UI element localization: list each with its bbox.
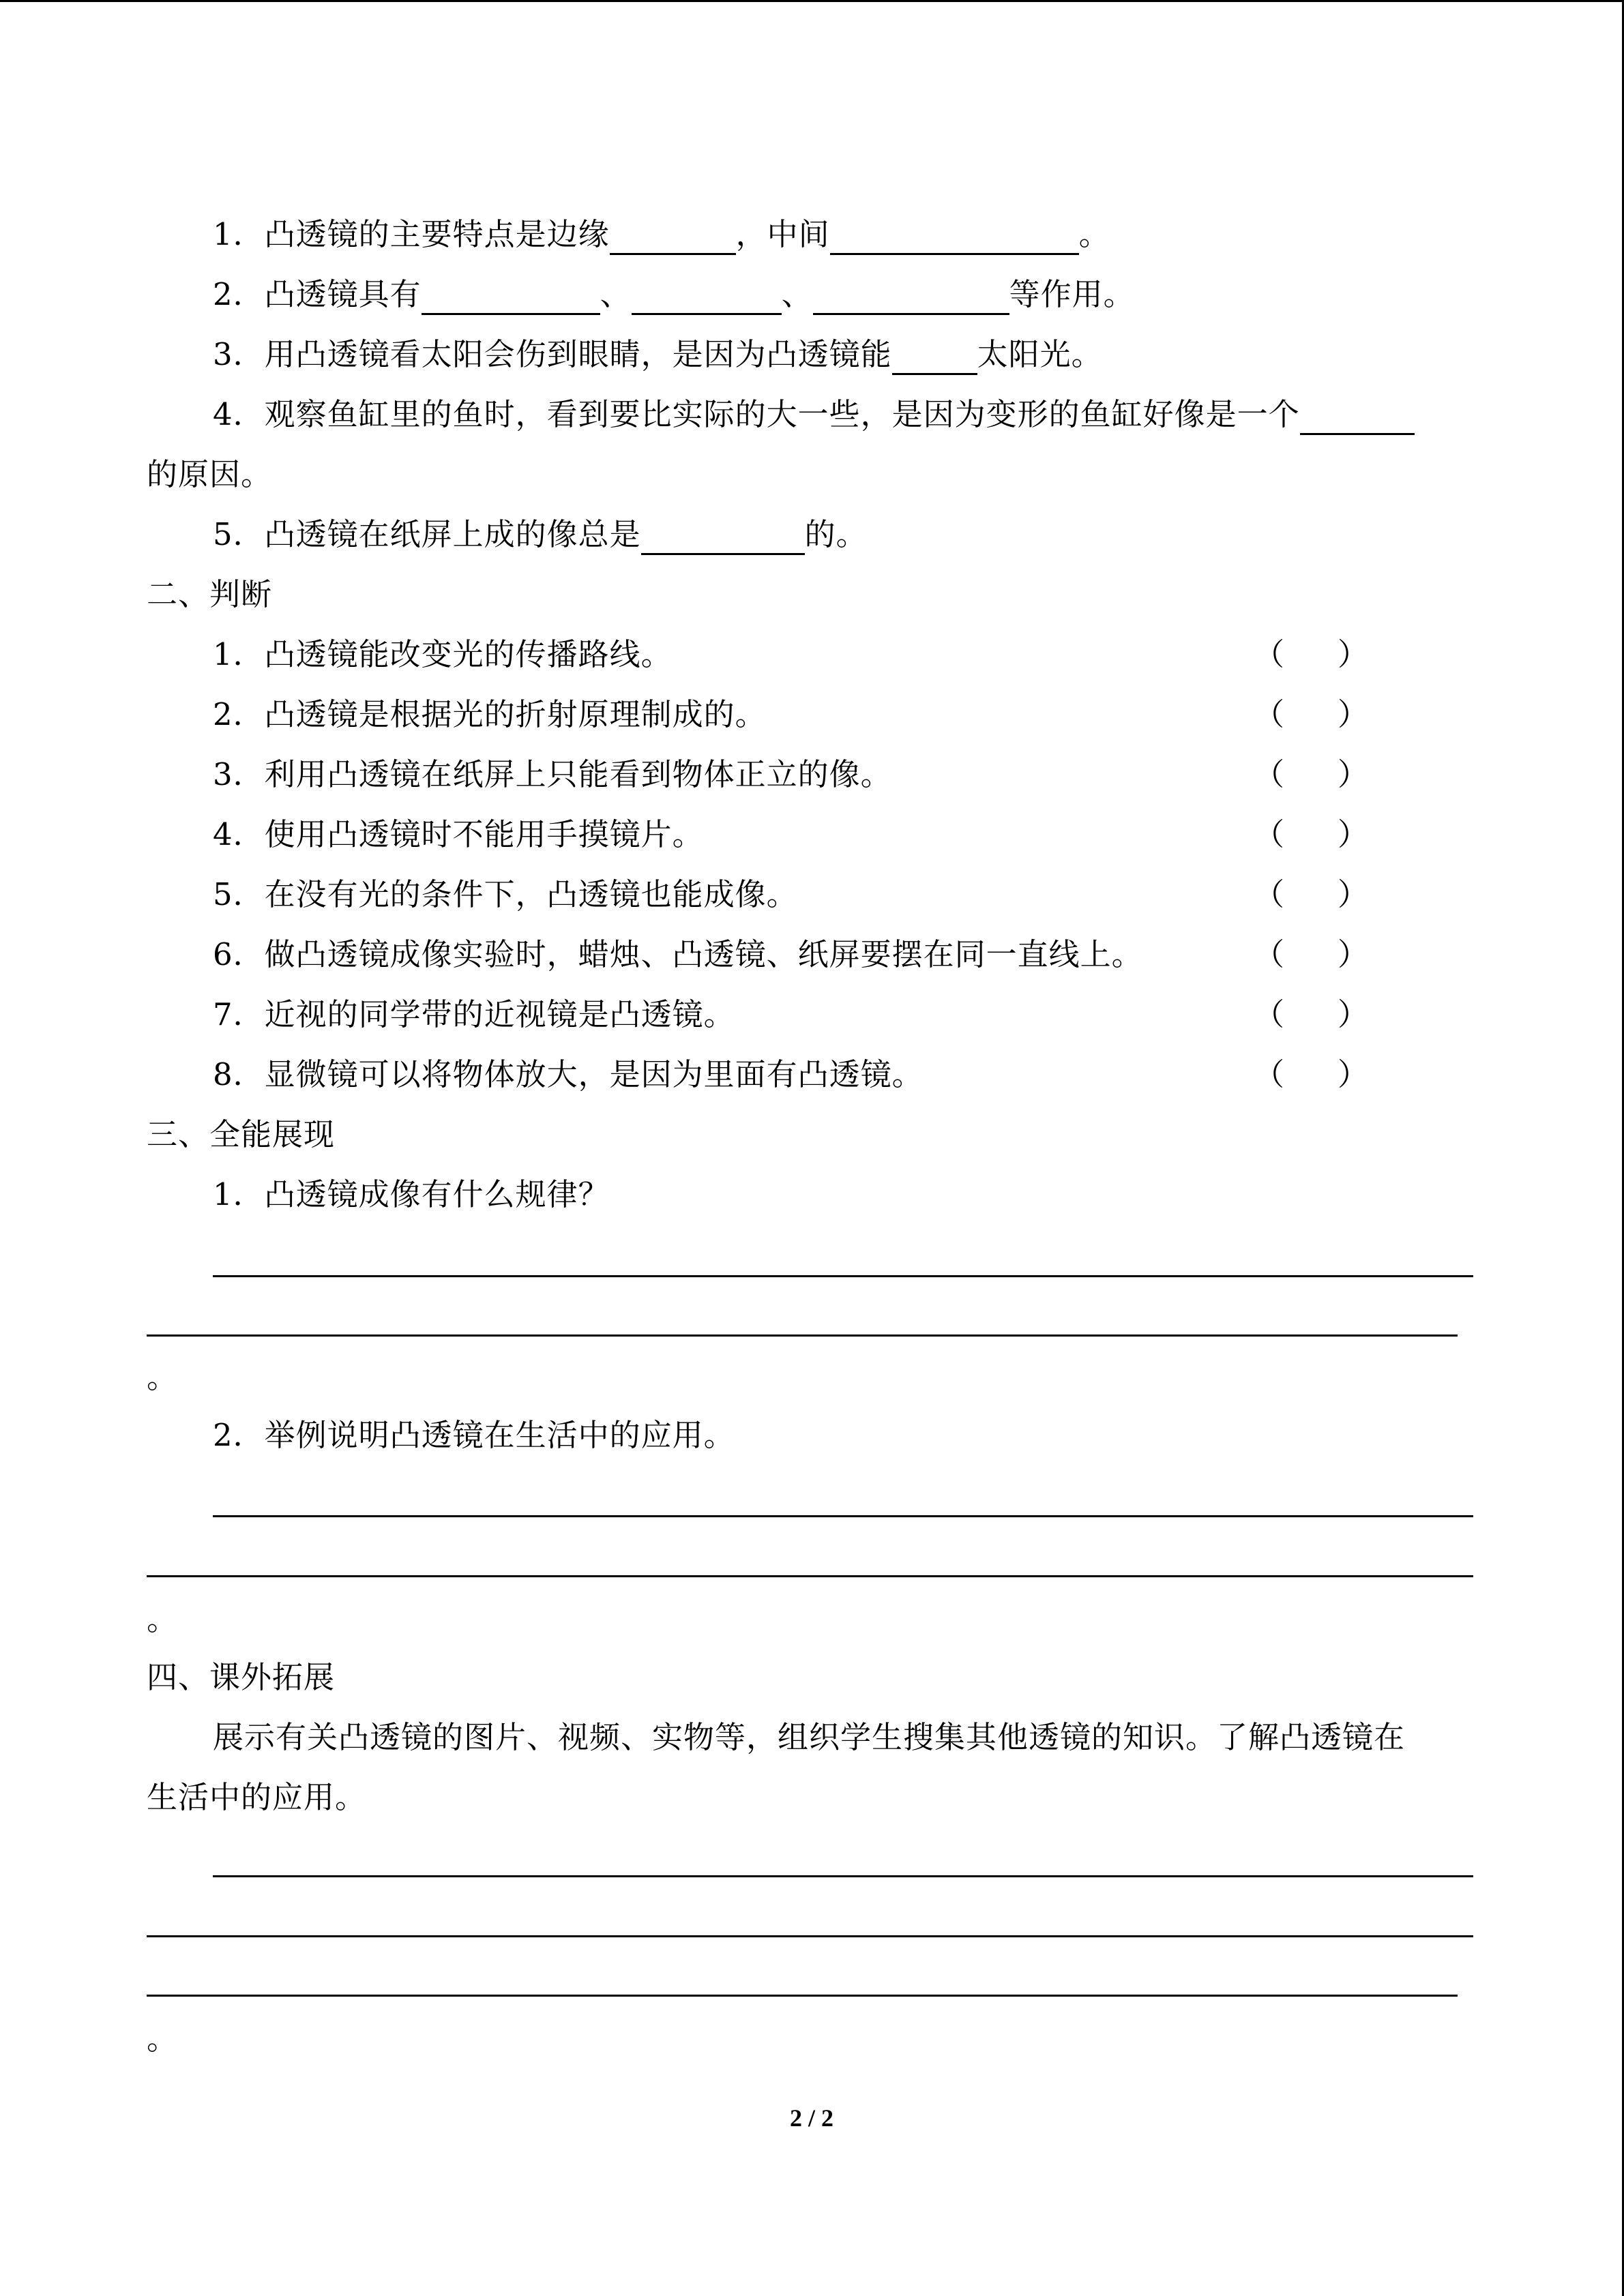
fill-in-question-5	[213, 514, 868, 555]
q3-blank[interactable]	[892, 339, 977, 375]
judgement-answer-box-4[interactable]: （ ）	[1254, 816, 1369, 852]
q2-blank-2[interactable]	[632, 279, 782, 315]
judgement-answer-box-6[interactable]: （ ）	[1254, 936, 1369, 972]
judgement-answer-box-2[interactable]: （ ）	[1254, 696, 1369, 732]
judgement-answer-box-7[interactable]: （ ）	[1254, 996, 1369, 1032]
section-3-question-2: 2．举例说明凸透镜在生活中的应用。	[213, 1417, 735, 1453]
q3-prefix: 3．用凸透镜看太阳会伤到眼睛，是因为凸透镜能	[213, 336, 892, 372]
q5-blank[interactable]	[641, 519, 805, 555]
answer-line-3-2-b[interactable]	[147, 1575, 1473, 1577]
section-4-body-line-1: 展示有关凸透镜的图片、视频、实物等，组织学生搜集其他透镜的知识。了解凸透镜在	[213, 1719, 1406, 1755]
q1-prefix: 1．凸透镜的主要特点是边缘	[213, 216, 610, 252]
judgement-item-5: 5．在没有光的条件下，凸透镜也能成像。	[213, 876, 798, 912]
q1-mid: ，中间	[735, 216, 830, 252]
section-4-heading: 四、课外拓展	[147, 1659, 336, 1695]
judgement-item-2: 2．凸透镜是根据光的折射原理制成的。	[213, 696, 767, 732]
q2-blank-1[interactable]	[422, 279, 600, 315]
q2-blank-3[interactable]	[813, 279, 1009, 315]
q1-suffix: 。	[1078, 216, 1110, 252]
judgement-item-6: 6．做凸透镜成像实验时，蜡烛、凸透镜、纸屏要摆在同一直线上。	[213, 936, 1143, 972]
q1-blank-edge[interactable]	[610, 219, 736, 255]
section-4-body-line-2: 生活中的应用。	[147, 1779, 367, 1815]
section-3-question-1: 1．凸透镜成像有什么规律？	[213, 1176, 610, 1212]
answer-line-3-2-a[interactable]	[213, 1515, 1473, 1517]
q5-suffix: 的。	[804, 516, 868, 552]
q2-prefix: 2．凸透镜具有	[213, 276, 422, 312]
fill-in-question-3	[213, 334, 1103, 375]
judgement-item-8: 8．显微镜可以将物体放大，是因为里面有凸透镜。	[213, 1056, 924, 1092]
fill-in-question-2	[213, 274, 1135, 315]
q3-suffix: 太阳光。	[977, 336, 1103, 372]
judgement-answer-box-5[interactable]: （ ）	[1254, 876, 1369, 912]
judgement-answer-box-1[interactable]: （ ）	[1254, 636, 1369, 672]
judgement-answer-box-3[interactable]: （ ）	[1254, 756, 1369, 792]
q4-prefix: 4．观察鱼缸里的鱼时，看到要比实际的大一些，是因为变形的鱼缸好像是一个	[213, 396, 1300, 432]
judgement-item-7: 7．近视的同学带的近视镜是凸透镜。	[213, 996, 735, 1032]
section-2-heading: 二、判断	[147, 576, 273, 612]
q4-blank[interactable]	[1300, 399, 1415, 435]
judgement-item-4: 4．使用凸透镜时不能用手摸镜片。	[213, 816, 704, 852]
q5-prefix: 5．凸透镜在纸屏上成的像总是	[213, 516, 641, 552]
q2-sep-2: 、	[781, 276, 813, 312]
judgement-answer-box-8[interactable]: （ ）	[1254, 1056, 1369, 1092]
judgement-item-1: 1．凸透镜能改变光的传播路线。	[213, 636, 673, 672]
fill-in-question-4	[213, 394, 1415, 435]
answer-line-3-1-b[interactable]	[147, 1335, 1458, 1337]
answer-4-end-mark: 。	[147, 2021, 178, 2057]
answer-3-1-end-mark: 。	[147, 1359, 178, 1395]
answer-3-2-end-mark: 。	[147, 1601, 178, 1637]
answer-line-3-1-a[interactable]	[213, 1275, 1473, 1277]
section-3-heading: 三、全能展现	[147, 1116, 336, 1152]
judgement-item-3: 3．利用凸透镜在纸屏上只能看到物体正立的像。	[213, 756, 892, 792]
fill-in-question-4-continuation: 的原因。	[147, 456, 273, 492]
q2-sep-1: 、	[600, 276, 632, 312]
q2-suffix: 等作用。	[1009, 276, 1135, 312]
page-top-border	[0, 0, 1624, 2]
answer-line-4-c[interactable]	[147, 1995, 1458, 1997]
fill-in-question-1	[213, 214, 1110, 255]
answer-line-4-b[interactable]	[147, 1935, 1473, 1937]
page-number: 2 / 2	[789, 2104, 833, 2132]
q1-blank-middle[interactable]	[830, 219, 1079, 255]
answer-line-4-a[interactable]	[213, 1875, 1473, 1877]
